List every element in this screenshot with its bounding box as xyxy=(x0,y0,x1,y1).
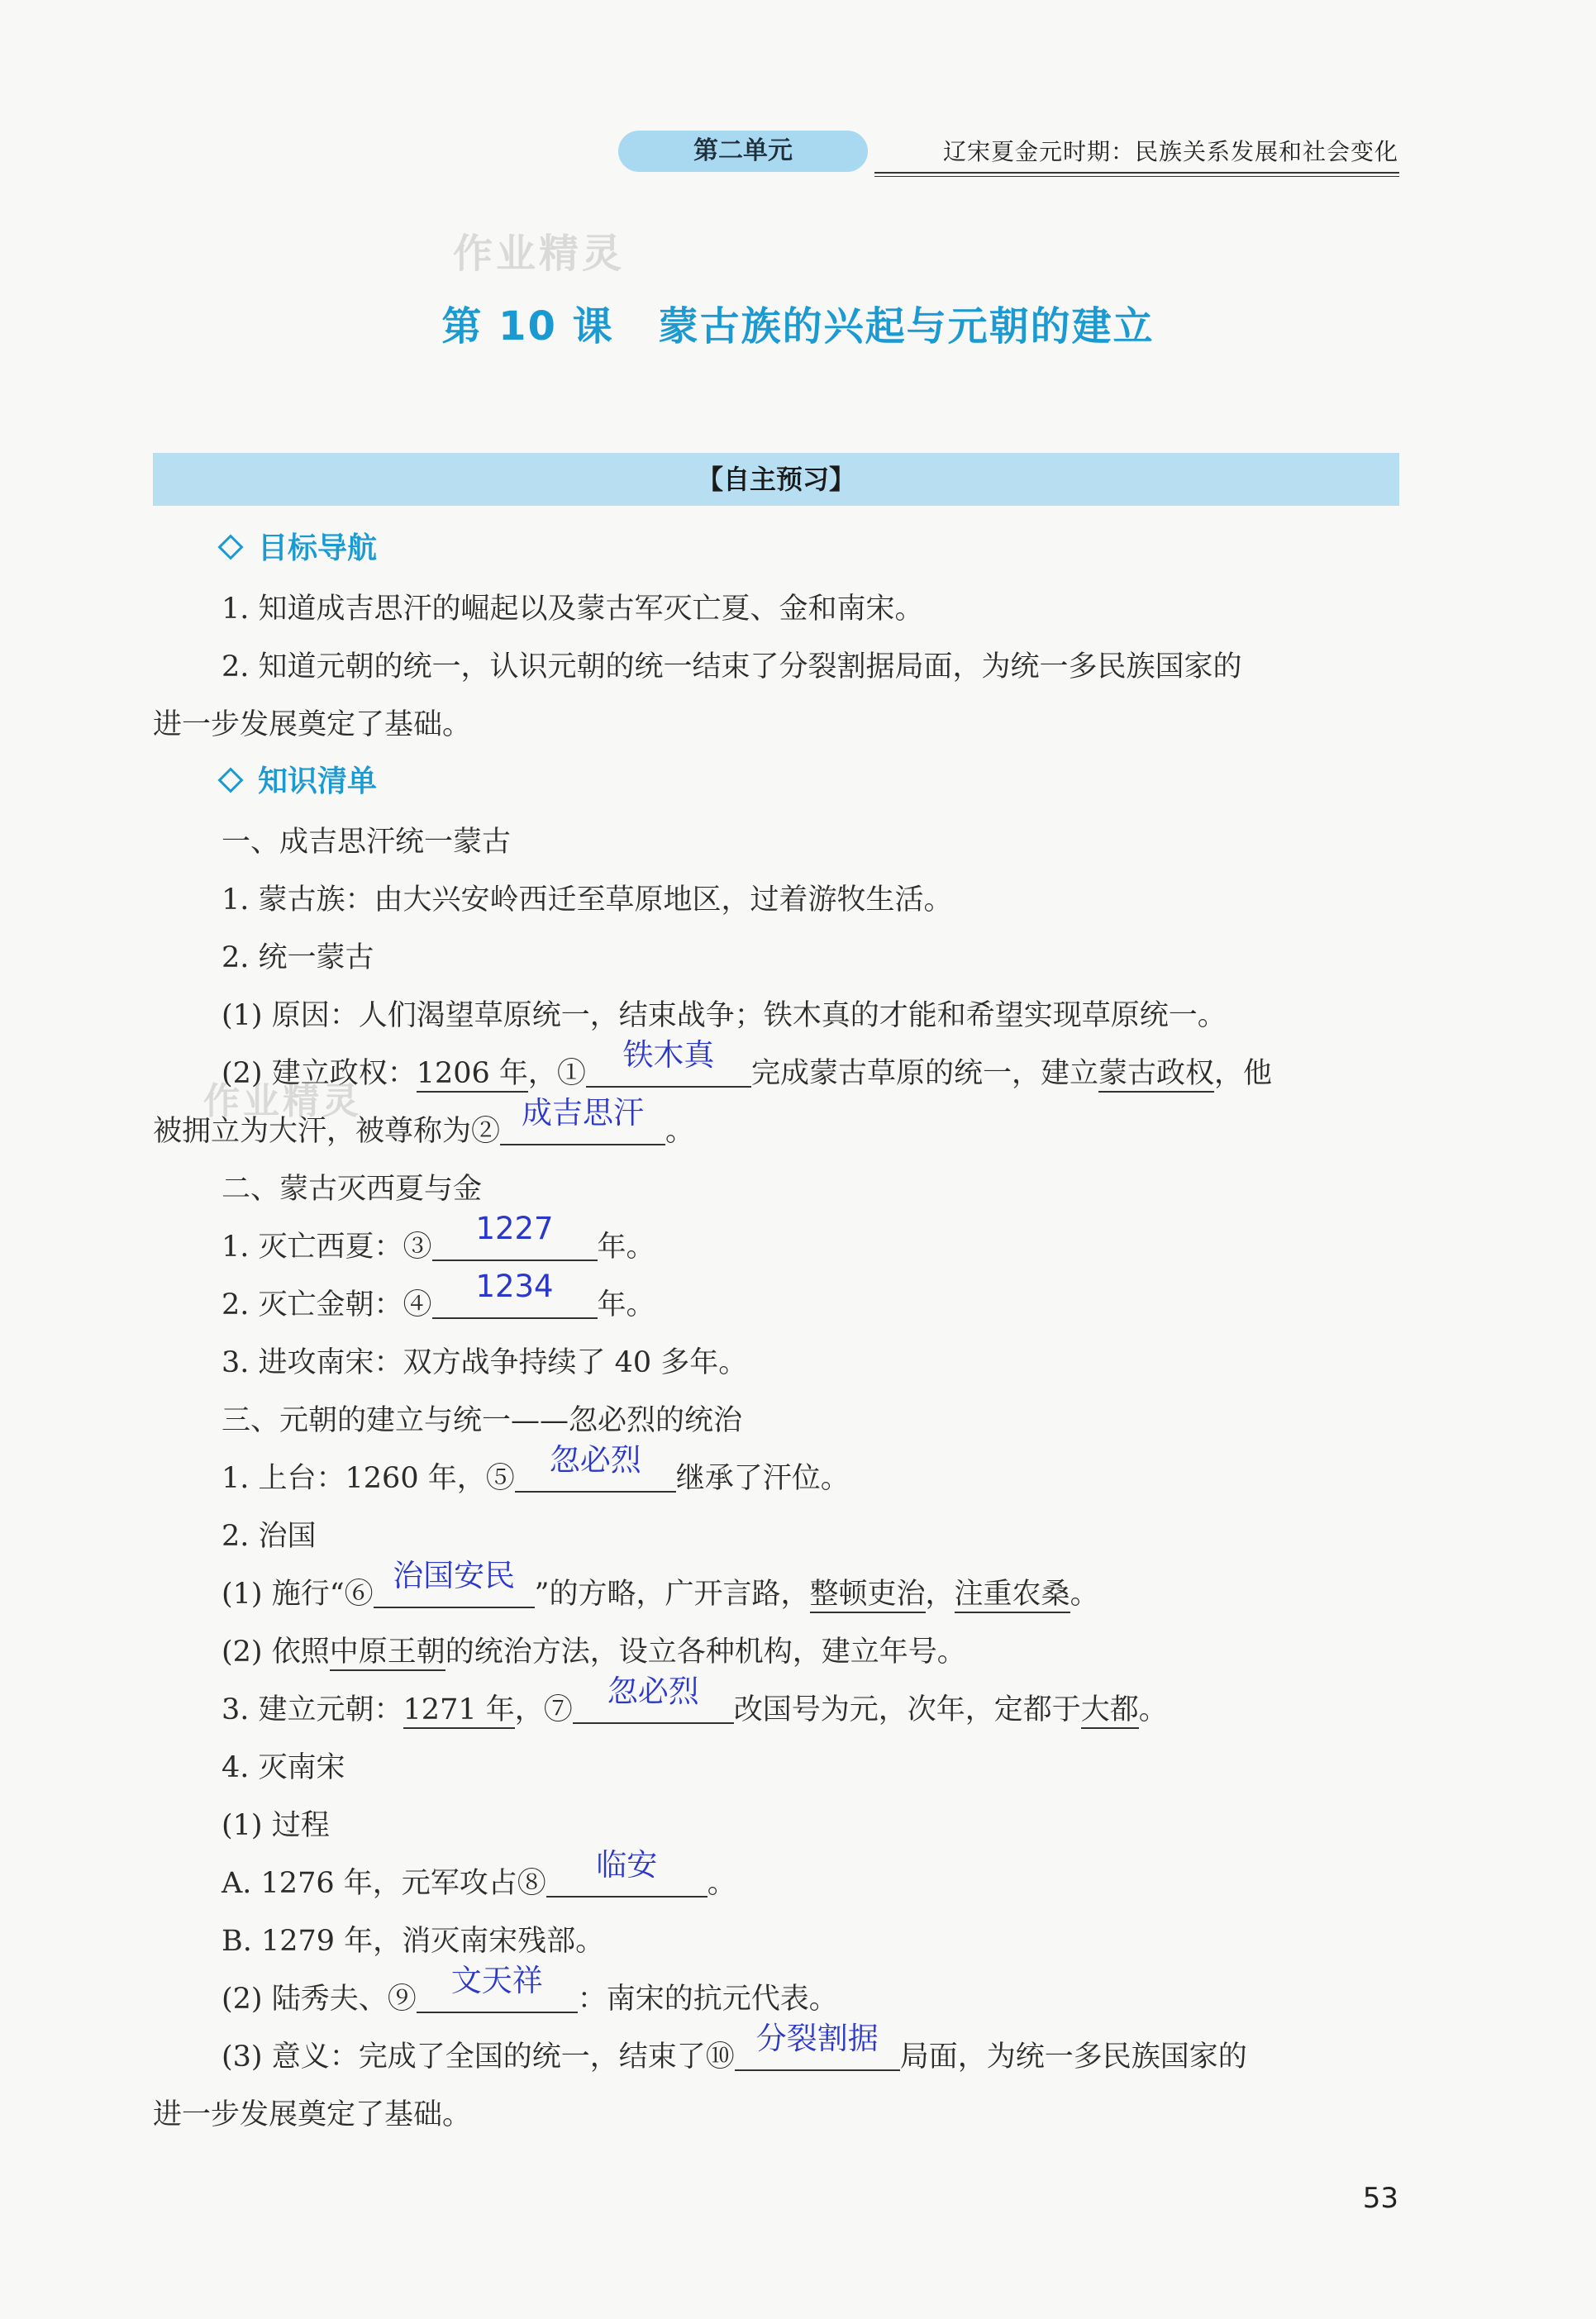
item-1-1: 1. 蒙古族：由大兴安岭西迁至草原地区，过着游牧生活。 xyxy=(222,883,953,917)
answer-blank-8[interactable] xyxy=(546,1847,707,1898)
lesson-name: 蒙古族的兴起与元朝的建立 xyxy=(658,303,1155,350)
lesson-number: 第 10 课 xyxy=(441,303,614,350)
answer-blank-9[interactable] xyxy=(417,1963,578,2013)
underlined-text: 中原王朝 xyxy=(330,1636,445,1671)
goal-2-cont: 进一步发展奠定了基础。 xyxy=(153,708,472,741)
item-3-2-1: (1) 施行“⑥ 治国安民 ”的方略，广开言路，整顿吏治，注重农桑。 xyxy=(222,1574,1099,1615)
underlined-text: 1271 年 xyxy=(403,1693,515,1729)
watermark: 作业精灵 xyxy=(203,1080,362,1122)
watermark: 作业精灵 xyxy=(453,231,626,277)
item-1-2: 2. 统一蒙古 xyxy=(222,941,374,974)
diamond-icon xyxy=(217,767,243,793)
item-2-1: 1. 灭亡西夏：③ 1227 年。 xyxy=(222,1226,655,1268)
answer-2: 成吉思汗 xyxy=(522,1095,645,1131)
item-3-4-A: A. 1276 年，元军攻占⑧ 临安 。 xyxy=(222,1863,736,1904)
unit-label: 第二单元 xyxy=(618,131,868,172)
underlined-text: 注重农桑 xyxy=(955,1578,1070,1613)
section-knowledge: 知识清单 xyxy=(222,762,377,802)
item-1-2-2-cont: 被拥立为大汗，被尊称为② 成吉思汗 。 xyxy=(153,1111,694,1152)
item-3-4-B: B. 1279 年，消灭南宋残部。 xyxy=(222,1925,605,1958)
item-2-2: 2. 灭亡金朝：④ 1234 年。 xyxy=(222,1284,655,1326)
item-3-4-1: (1) 过程 xyxy=(222,1809,330,1842)
underlined-text: 蒙古政权 xyxy=(1098,1057,1214,1093)
answer-3: 1227 xyxy=(475,1211,554,1246)
heading-3: 三、元朝的建立与统一——忽必烈的统治 xyxy=(222,1404,743,1437)
answer-blank-5[interactable] xyxy=(515,1442,676,1493)
answer-10: 分裂割据 xyxy=(755,2021,879,2056)
answer-blank-10[interactable] xyxy=(735,2021,900,2071)
item-3-4-3-cont: 进一步发展奠定了基础。 xyxy=(153,2098,472,2131)
header-rule xyxy=(874,172,1399,174)
lesson-title xyxy=(0,294,1596,351)
item-3-2-2: (2) 依照中原王朝的统治方法，设立各种机构，建立年号。 xyxy=(222,1631,966,1673)
answer-4: 1234 xyxy=(475,1269,554,1304)
item-1-2-2: (2) 建立政权：1206 年，① 铁木真 完成蒙古草原的统一，建立蒙古政权，他 xyxy=(222,1053,1272,1094)
item-3-1: 1. 上台：1260 年，⑤ 忽必烈 继承了汗位。 xyxy=(222,1458,850,1499)
section-banner: 【自主预习】 xyxy=(153,453,1399,506)
item-2-3: 3. 进攻南宋：双方战争持续了 40 多年。 xyxy=(222,1346,748,1379)
answer-9: 文天祥 xyxy=(450,1963,543,1998)
heading-1: 一、成吉思汗统一蒙古 xyxy=(222,826,512,859)
diamond-icon xyxy=(217,534,243,560)
goal-1: 1. 知道成吉思汗的崛起以及蒙古军灭亡夏、金和南宋。 xyxy=(222,593,924,626)
answer-5: 忽必烈 xyxy=(549,1442,641,1478)
page-number: 53 xyxy=(1362,2182,1398,2215)
underlined-text: 1206 年 xyxy=(417,1057,528,1093)
item-3-2: 2. 治国 xyxy=(222,1520,317,1553)
item-3-3: 3. 建立元朝：1271 年，⑦ 忽必烈 改国号为元，次年，定都于大都。 xyxy=(222,1689,1168,1731)
goal-2: 2. 知道元朝的统一，认识元朝的统一结束了分裂割据局面，为统一多民族国家的 xyxy=(222,650,1242,683)
answer-blank-7[interactable] xyxy=(573,1674,734,1724)
item-3-4: 4. 灭南宋 xyxy=(222,1751,345,1784)
answer-blank-1[interactable] xyxy=(586,1037,751,1088)
item-3-4-3: (3) 意义：完成了全国的统一，结束了⑩ 分裂割据 局面，为统一多民族国家的 xyxy=(222,2036,1247,2078)
answer-7: 忽必烈 xyxy=(607,1674,699,1709)
answer-blank-6[interactable] xyxy=(374,1558,535,1608)
unit-subtitle: 辽宋夏金元时期：民族关系发展和社会变化 xyxy=(942,138,1398,165)
item-3-4-2: (2) 陆秀夫、⑨ 文天祥 ：南宋的抗元代表。 xyxy=(222,1979,838,2020)
answer-8: 临安 xyxy=(596,1847,658,1883)
answer-blank-4[interactable] xyxy=(432,1269,598,1319)
answer-blank-3[interactable] xyxy=(432,1211,598,1261)
heading-2: 二、蒙古灭西夏与金 xyxy=(222,1173,483,1206)
answer-6: 治国安民 xyxy=(393,1558,516,1593)
answer-blank-2[interactable] xyxy=(500,1095,665,1145)
header-rule-thin xyxy=(874,176,1399,177)
section-goals: 目标导航 xyxy=(222,529,377,569)
underlined-text: 大都 xyxy=(1081,1693,1139,1729)
underlined-text: 整顿吏治 xyxy=(810,1578,926,1613)
answer-1: 铁木真 xyxy=(622,1037,715,1073)
item-1-2-1: (1) 原因：人们渴望草原统一，结束战争；铁木真的才能和希望实现草原统一。 xyxy=(222,999,1227,1032)
